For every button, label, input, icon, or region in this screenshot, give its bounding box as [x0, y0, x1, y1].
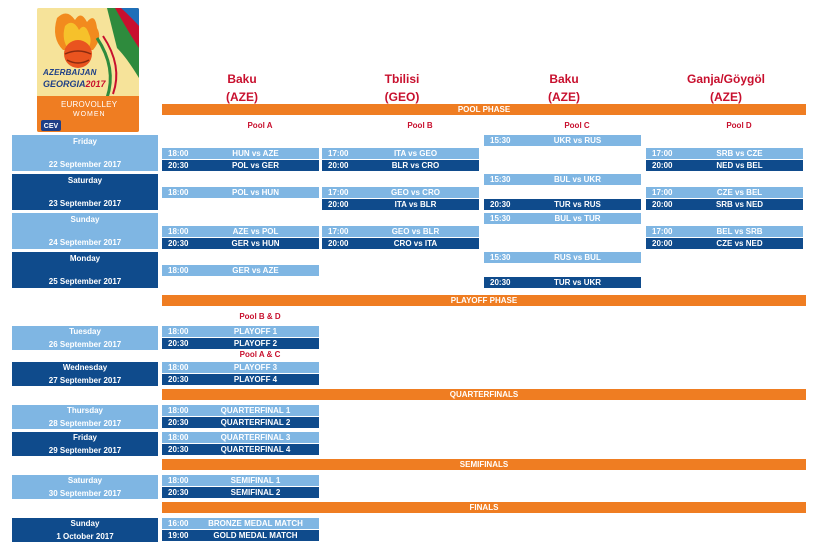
match-row — [646, 160, 803, 171]
logo-org-text: CEV — [43, 123, 59, 130]
playoff-group-label: Pool B & D — [239, 312, 281, 321]
day-name: Thursday — [66, 406, 103, 415]
match-teams: CZE vs NED — [716, 239, 763, 248]
pool-label-c: Pool C — [564, 121, 590, 130]
day-name: Saturday — [67, 176, 103, 185]
match-teams: SEMIFINAL 2 — [230, 488, 281, 497]
match-teams: BEL vs SRB — [716, 227, 763, 236]
day-date: 25 September 2017 — [48, 277, 122, 286]
match-time: 17:00 — [328, 149, 349, 158]
match-teams: SEMIFINAL 1 — [230, 476, 281, 485]
logo-brand-2: WOMEN — [73, 111, 106, 118]
day-date: 29 September 2017 — [48, 446, 122, 455]
match-row — [322, 199, 479, 210]
match-teams: BLR vs CRO — [391, 161, 440, 170]
match-row — [162, 148, 319, 159]
match-time: 18:00 — [168, 476, 189, 485]
day-cell — [12, 518, 158, 542]
match-time: 15:30 — [490, 136, 511, 145]
day-cell — [12, 475, 158, 499]
match-teams: QUARTERFINAL 2 — [220, 418, 291, 427]
match-row — [162, 187, 319, 198]
day-cell — [12, 405, 158, 429]
match-row — [162, 338, 319, 349]
match-row — [646, 238, 803, 249]
pool-label-b: Pool B — [407, 121, 433, 130]
match-teams: SRB vs CZE — [716, 149, 763, 158]
match-teams: GER vs AZE — [232, 266, 279, 275]
event-logo — [37, 8, 139, 132]
match-time: 20:30 — [490, 278, 511, 287]
phase-pool: POOL PHASE — [162, 104, 806, 115]
match-teams: PLAYOFF 4 — [233, 375, 278, 384]
match-time: 20:30 — [168, 375, 189, 384]
day-name: Saturday — [67, 476, 103, 485]
match-teams: GEO vs CRO — [391, 188, 440, 197]
day-date: 1 October 2017 — [56, 532, 114, 541]
match-time: 20:30 — [168, 239, 189, 248]
day-date: 26 September 2017 — [48, 340, 122, 349]
match-time: 17:00 — [652, 227, 673, 236]
day-cell — [12, 432, 158, 456]
match-row — [162, 374, 319, 385]
match-row — [162, 265, 319, 276]
match-row — [322, 160, 479, 171]
match-row — [162, 475, 319, 486]
match-teams: PLAYOFF 3 — [233, 363, 278, 372]
match-row — [162, 160, 319, 171]
playoff-group-label: Pool A & C — [239, 350, 281, 359]
match-time: 15:30 — [490, 253, 511, 262]
venue-header-2 — [322, 70, 482, 106]
match-row — [162, 405, 319, 416]
venue-city: Ganja/Göygöl — [686, 72, 765, 86]
match-teams: CRO vs ITA — [393, 239, 438, 248]
match-teams: QUARTERFINAL 1 — [220, 406, 291, 415]
match-teams: HUN vs AZE — [232, 149, 279, 158]
match-row — [646, 226, 803, 237]
match-teams: PLAYOFF 1 — [233, 327, 278, 336]
match-row — [322, 238, 479, 249]
match-time: 20:00 — [652, 161, 673, 170]
match-teams: POL vs HUN — [232, 188, 279, 197]
match-time: 19:00 — [168, 531, 189, 540]
day-date: 24 September 2017 — [48, 238, 122, 247]
venue-country: (AZE) — [226, 90, 258, 104]
match-time: 18:00 — [168, 433, 189, 442]
match-row — [484, 135, 641, 146]
match-time: 15:30 — [490, 214, 511, 223]
day-name: Tuesday — [69, 327, 101, 336]
match-teams: UKR vs RUS — [553, 136, 602, 145]
venue-country: (AZE) — [710, 90, 742, 104]
match-teams: AZE vs POL — [232, 227, 279, 236]
match-row — [162, 444, 319, 455]
match-teams: QUARTERFINAL 3 — [220, 433, 291, 442]
match-row — [322, 148, 479, 159]
match-time: 17:00 — [328, 188, 349, 197]
match-row — [162, 487, 319, 498]
match-time: 20:00 — [328, 161, 349, 170]
match-teams: BUL vs UKR — [554, 175, 601, 184]
match-row — [646, 187, 803, 198]
pool-label-d: Pool D — [726, 121, 752, 130]
day-cell — [12, 362, 158, 386]
match-teams: POL vs GER — [232, 161, 279, 170]
venue-city: Tbilisi — [384, 72, 420, 86]
day-date: 30 September 2017 — [48, 489, 122, 498]
day-cell — [12, 213, 158, 249]
day-date: 23 September 2017 — [48, 199, 122, 208]
day-date: 28 September 2017 — [48, 419, 122, 428]
day-date: 22 September 2017 — [48, 160, 122, 169]
match-teams: GER vs HUN — [231, 239, 280, 248]
match-time: 20:30 — [490, 200, 511, 209]
match-time: 20:00 — [328, 239, 349, 248]
logo-brand-1: EUROVOLLEY — [61, 100, 118, 109]
match-teams: ITA vs BLR — [394, 200, 437, 209]
day-name: Sunday — [70, 215, 100, 224]
match-row — [484, 213, 641, 224]
venue-country: (AZE) — [548, 90, 580, 104]
logo-year-text: 2017 — [85, 79, 106, 89]
day-name: Friday — [72, 137, 97, 146]
match-time: 18:00 — [168, 149, 189, 158]
venue-header-3 — [484, 70, 644, 106]
match-time: 20:30 — [168, 161, 189, 170]
match-row — [162, 226, 319, 237]
match-time: 20:30 — [168, 339, 189, 348]
match-row — [646, 148, 803, 159]
match-row — [162, 432, 319, 443]
match-row — [162, 518, 319, 529]
logo-org-badge — [41, 120, 61, 131]
match-time: 20:00 — [652, 239, 673, 248]
match-time: 20:30 — [168, 445, 189, 454]
match-row — [322, 187, 479, 198]
match-time: 18:00 — [168, 188, 189, 197]
match-teams: PLAYOFF 2 — [233, 339, 278, 348]
match-time: 18:00 — [168, 406, 189, 415]
match-teams: SRB vs NED — [715, 200, 764, 209]
phase-quarterfinals: QUARTERFINALS — [162, 389, 806, 400]
match-row — [162, 530, 319, 541]
match-row — [322, 226, 479, 237]
day-name: Sunday — [70, 519, 100, 528]
match-time: 15:30 — [490, 175, 511, 184]
day-name: Wednesday — [62, 363, 108, 372]
match-teams: RUS vs BUL — [554, 253, 601, 262]
venue-header-1 — [162, 70, 322, 106]
match-time: 18:00 — [168, 327, 189, 336]
day-cell — [12, 174, 158, 210]
day-date: 27 September 2017 — [48, 376, 122, 385]
logo-line-2 — [43, 79, 139, 89]
phase-semifinals: SEMIFINALS — [162, 459, 806, 470]
match-time: 20:30 — [168, 418, 189, 427]
venue-header-4 — [646, 70, 806, 106]
match-teams: NED vs BEL — [716, 161, 763, 170]
match-time: 18:00 — [168, 363, 189, 372]
match-time: 18:00 — [168, 227, 189, 236]
match-teams: GEO vs BLR — [391, 227, 440, 236]
match-row — [162, 362, 319, 373]
venue-country: (GEO) — [384, 90, 420, 104]
match-teams: CZE vs BEL — [716, 188, 763, 197]
match-row — [162, 238, 319, 249]
match-time: 17:00 — [652, 188, 673, 197]
match-row — [484, 199, 641, 210]
match-teams: TUR vs UKR — [553, 278, 602, 287]
match-teams: BUL vs TUR — [554, 214, 601, 223]
day-cell — [12, 135, 158, 171]
match-teams: BRONZE MEDAL MATCH — [208, 519, 303, 528]
logo-country-text: GEORGIA — [43, 79, 86, 89]
match-row — [162, 417, 319, 428]
venue-city: Baku — [227, 72, 257, 86]
venue-city: Baku — [549, 72, 579, 86]
day-cell — [12, 326, 158, 350]
match-teams: ITA vs GEO — [393, 149, 438, 158]
match-teams: QUARTERFINAL 4 — [220, 445, 291, 454]
match-row — [484, 252, 641, 263]
day-name: Monday — [69, 254, 101, 263]
phase-playoff: PLAYOFF PHASE — [162, 295, 806, 306]
match-row — [484, 277, 641, 288]
match-teams: GOLD MEDAL MATCH — [213, 531, 298, 540]
logo-line-1: AZERBAIJAN — [43, 68, 97, 77]
match-time: 18:00 — [168, 266, 189, 275]
day-name: Friday — [72, 433, 97, 442]
match-row — [162, 326, 319, 337]
match-time: 17:00 — [328, 227, 349, 236]
pool-label-a: Pool A — [247, 121, 273, 130]
match-time: 17:00 — [652, 149, 673, 158]
match-time: 20:00 — [652, 200, 673, 209]
phase-finals: FINALS — [162, 502, 806, 513]
match-time: 16:00 — [168, 519, 189, 528]
match-time: 20:00 — [328, 200, 349, 209]
match-row — [646, 199, 803, 210]
day-cell — [12, 252, 158, 288]
match-teams: TUR vs RUS — [554, 200, 601, 209]
match-row — [484, 174, 641, 185]
match-time: 20:30 — [168, 488, 189, 497]
